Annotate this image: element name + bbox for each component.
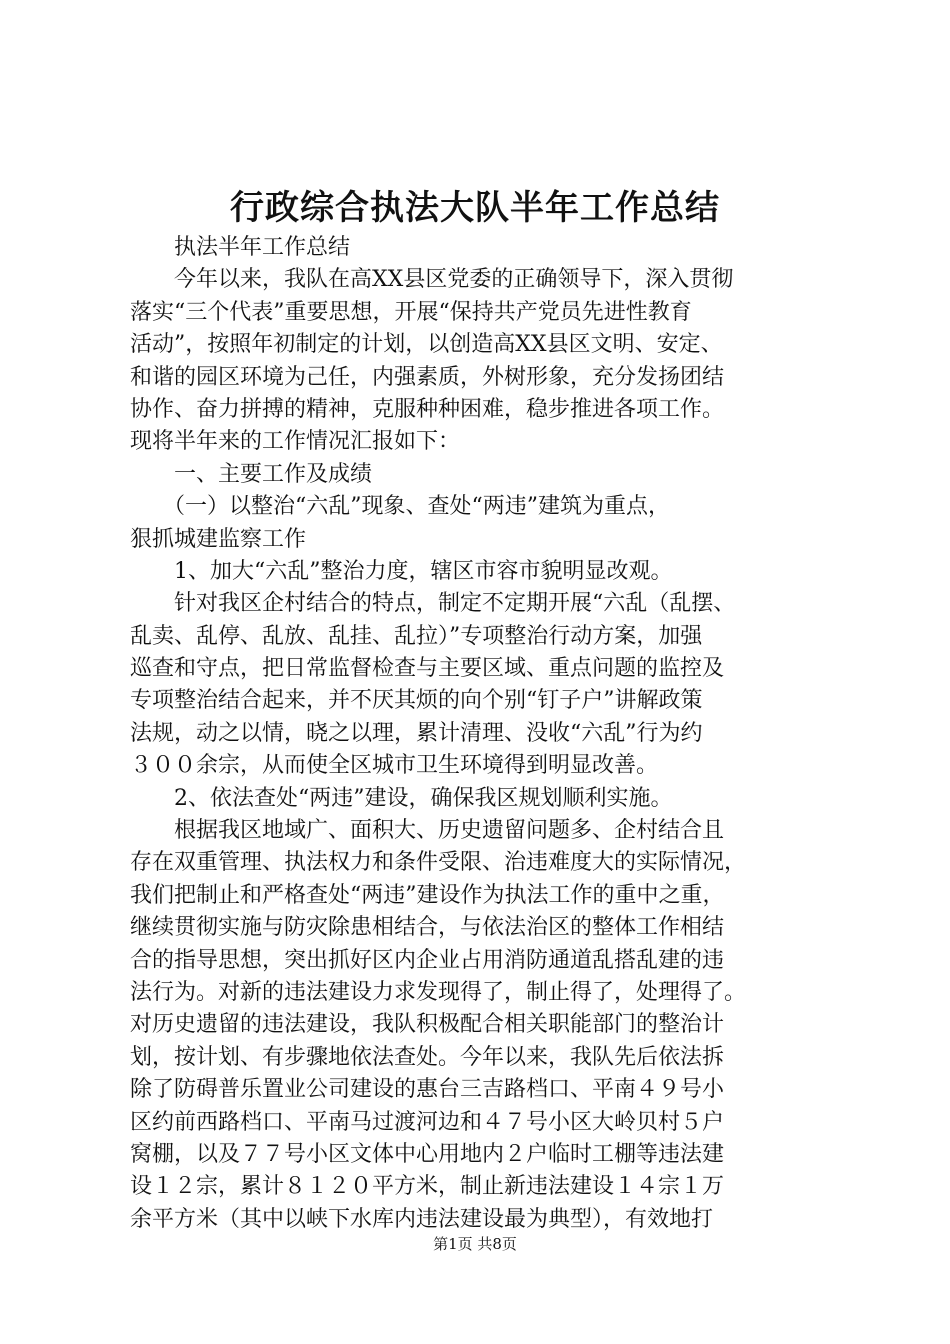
text-line: 活动”，按照年初制定的计划，以创造高XX县区文明、安定、 <box>130 332 723 358</box>
text-line: 法行为。对新的违法建设力求发现得了，制止得了，处理得了。 <box>130 979 747 1005</box>
document-title: 行政综合执法大队半年工作总结 <box>230 188 720 228</box>
text-line: 和谐的园区环境为己任，内强素质，外树形象，充分发扬团结 <box>130 364 725 390</box>
text-line: 根据我区地域广、面积大、历史遗留问题多、企村结合且 <box>130 818 725 844</box>
text-line: 法规，动之以情，晓之以理，累计清理、没收“六乱”行为约 <box>130 720 703 746</box>
text-line: 今年以来，我队在高XX县区党委的正确领导下，深入贯彻 <box>130 267 734 293</box>
text-line: 一、主要工作及成绩 <box>130 461 373 487</box>
text-line: 对历史遗留的违法建设，我队积极配合相关职能部门的整治计 <box>130 1012 725 1038</box>
text-line: 落实“三个代表”重要思想，开展“保持共产党员先进性教育 <box>130 299 692 325</box>
text-line: 针对我区企村结合的特点，制定不定期开展“六乱（乱摆、 <box>130 591 736 617</box>
text-line: 现将半年来的工作情况汇报如下： <box>130 429 461 455</box>
text-line: 存在双重管理、执法权力和条件受限、治违难度大的实际情况， <box>130 850 747 876</box>
text-line: 我们把制止和严格查处“两违”建设作为执法工作的重中之重， <box>130 882 725 908</box>
text-line: ３００余宗，从而使全区城市卫生环境得到明显改善。 <box>130 753 659 779</box>
text-line: 乱卖、乱停、乱放、乱挂、乱拉）”专项整治行动方案，加强 <box>130 623 703 649</box>
text-line: 合的指导思想，突出抓好区内企业占用消防通道乱搭乱建的违 <box>130 947 725 973</box>
text-line: 协作、奋力拼搏的精神，克服种种困难，稳步推进各项工作。 <box>130 396 725 422</box>
text-line: 专项整治结合起来，并不厌其烦的向个别“钉子户”讲解政策 <box>130 688 703 714</box>
text-line: 窝棚，以及７７号小区文体中心用地内２户临时工棚等违法建 <box>130 1141 725 1167</box>
text-line: 狠抓城建监察工作 <box>130 526 307 552</box>
text-line: 1、加大“六乱”整治力度，辖区市容市貌明显改观。 <box>130 558 673 584</box>
text-line: 设１２宗，累计８１２０平方米，制止新违法建设１４宗１万 <box>130 1174 725 1200</box>
text-line: 余平方米（其中以峡下水库内违法建设最为典型），有效地打 <box>130 1206 714 1232</box>
text-line: （一）以整治“六乱”现象、查处“两违”建筑为重点， <box>130 494 670 520</box>
text-line: 区约前西路档口、平南马过渡河边和４７号小区大岭贝村５户 <box>130 1109 725 1135</box>
text-line: 巡查和守点，把日常监督检查与主要区域、重点问题的监控及 <box>130 656 725 682</box>
page-footer: 第1页 共8页 <box>433 1235 517 1253</box>
text-line: 除了防碍普乐置业公司建设的惠台三吉路档口、平南４９号小 <box>130 1077 725 1103</box>
text-line: 2、依法查处“两违”建设，确保我区规划顺利实施。 <box>130 785 673 811</box>
text-line: 划，按计划、有步骤地依法查处。今年以来，我队先后依法拆 <box>130 1044 725 1070</box>
text-line: 执法半年工作总结 <box>130 235 351 260</box>
document-body <box>130 232 830 1236</box>
text-line: 继续贯彻实施与防灾除患相结合，与依法治区的整体工作相结 <box>130 915 725 941</box>
